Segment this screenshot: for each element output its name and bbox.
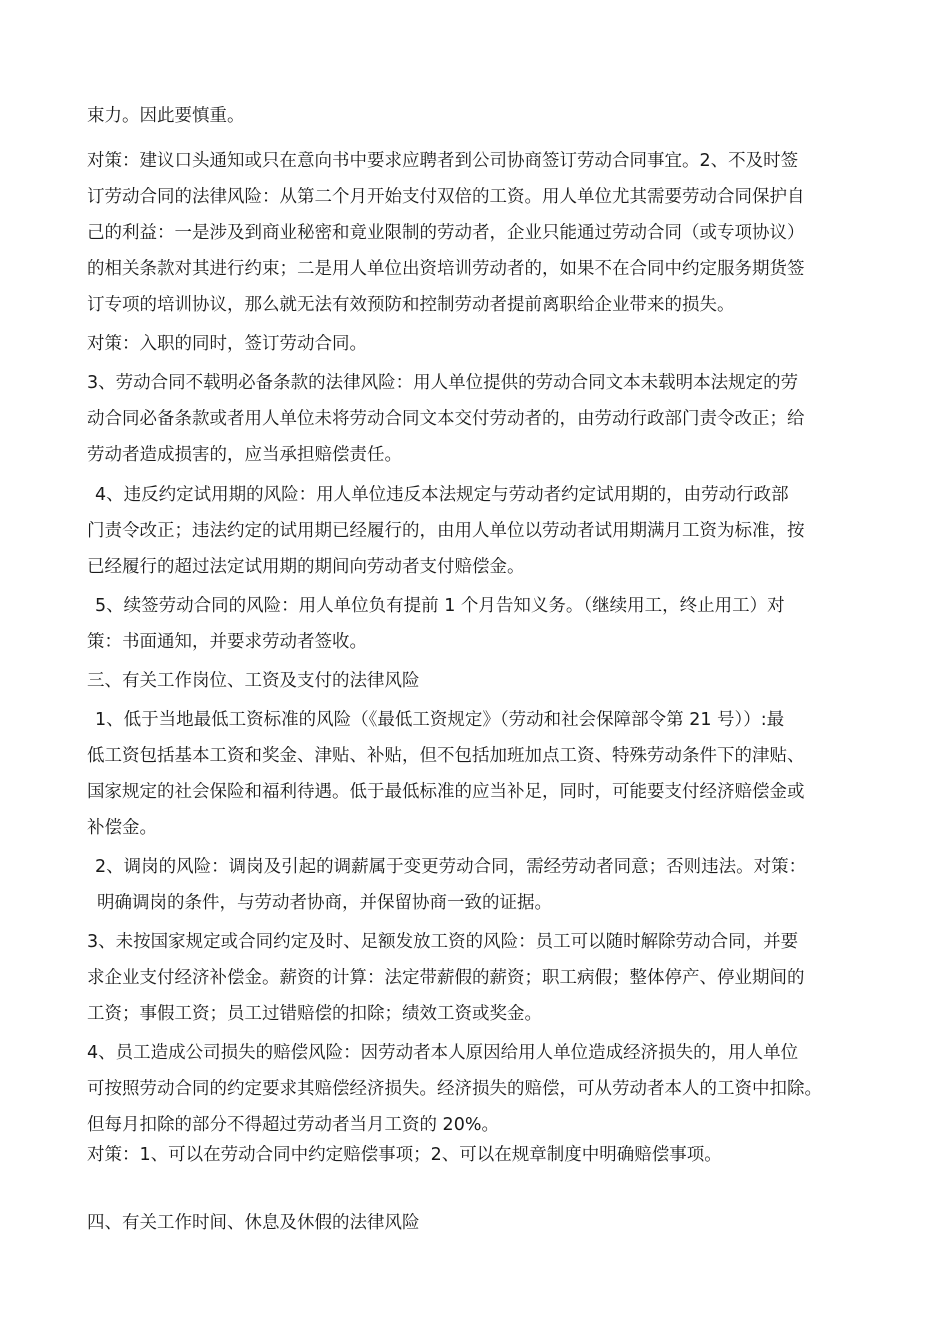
text-line: 4、违反约定试用期的风险：用人单位违反本法规定与劳动者约定试用期的，由劳动行政部 [95, 485, 789, 505]
text-line: 国家规定的社会保险和福利待遇。低于最低标准的应当补足，同时，可能要支付经济赔偿金或 [87, 782, 805, 802]
text-line: 策：书面通知，并要求劳动者签收。 [87, 632, 367, 652]
text-line: 工资；事假工资；员工过错赔偿的扣除；绩效工资或奖金。 [87, 1004, 542, 1024]
text-line: 补偿金。 [87, 818, 157, 838]
section-heading: 四、有关工作时间、休息及休假的法律风险 [87, 1213, 420, 1233]
text-line: 3、劳动合同不载明必备条款的法律风险：用人单位提供的劳动合同文本未载明本法规定的劳 [87, 373, 799, 393]
text-line: 已经履行的超过法定试用期的期间向劳动者支付赔偿金。 [87, 557, 525, 577]
text-line: 4、员工造成公司损失的赔偿风险：因劳动者本人原因给用人单位造成经济损失的，用人单位 [87, 1043, 799, 1063]
text-line: 求企业支付经济补偿金。薪资的计算：法定带薪假的薪资；职工病假；整体停产、停业期间的 [87, 968, 805, 988]
text-line: 的相关条款对其进行约束；二是用人单位出资培训劳动者的，如果不在合同中约定服务期货签 [87, 259, 805, 279]
text-line: 2、调岗的风险：调岗及引起的调薪属于变更劳动合同，需经劳动者同意；否则违法。对策： [95, 857, 807, 877]
text-line: 明确调岗的条件，与劳动者协商，并保留协商一致的证据。 [97, 893, 552, 913]
text-line: 1、低于当地最低工资标准的风险（《最低工资规定》（劳动和社会保障部令第 21 号））:最 [95, 710, 785, 730]
text-line: 5、续签劳动合同的风险：用人单位负有提前 1 个月告知义务。（继续用工，终止用工）对 [95, 596, 785, 616]
section-heading: 三、有关工作岗位、工资及支付的法律风险 [87, 671, 420, 691]
text-line: 束力。因此要慎重。 [87, 106, 245, 126]
text-line: 对策：1、可以在劳动合同中约定赔偿事项；2、可以在规章制度中明确赔偿事项。 [87, 1145, 722, 1165]
text-line: 门责令改正；违法约定的试用期已经履行的，由用人单位以劳动者试用期满月工资为标准，按 [87, 521, 805, 541]
text-line: 劳动者造成损害的，应当承担赔偿责任。 [87, 445, 402, 465]
text-line: 订劳动合同的法律风险：从第二个月开始支付双倍的工资。用人单位尤其需要劳动合同保护自 [87, 187, 805, 207]
text-line: 但每月扣除的部分不得超过劳动者当月工资的 20%。 [87, 1115, 499, 1135]
text-line: 可按照劳动合同的约定要求其赔偿经济损失。经济损失的赔偿，可从劳动者本人的工资中扣除。 [87, 1079, 822, 1099]
text-line: 对策：入职的同时，签订劳动合同。 [87, 334, 367, 354]
text-line: 3、未按国家规定或合同约定及时、足额发放工资的风险：员工可以随时解除劳动合同，并要 [87, 932, 799, 952]
text-line: 动合同必备条款或者用人单位未将劳动合同文本交付劳动者的，由劳动行政部门责令改正；给 [87, 409, 805, 429]
text-line: 对策：建议口头通知或只在意向书中要求应聘者到公司协商签订劳动合同事宜。2、不及时签 [87, 151, 799, 171]
text-line: 订专项的培训协议，那么就无法有效预防和控制劳动者提前离职给企业带来的损失。 [87, 295, 735, 315]
text-line: 低工资包括基本工资和奖金、津贴、补贴，但不包括加班加点工资、特殊劳动条件下的津贴、 [87, 746, 805, 766]
text-line: 己的利益：一是涉及到商业秘密和竟业限制的劳动者，企业只能通过劳动合同（或专项协议） [87, 223, 805, 243]
